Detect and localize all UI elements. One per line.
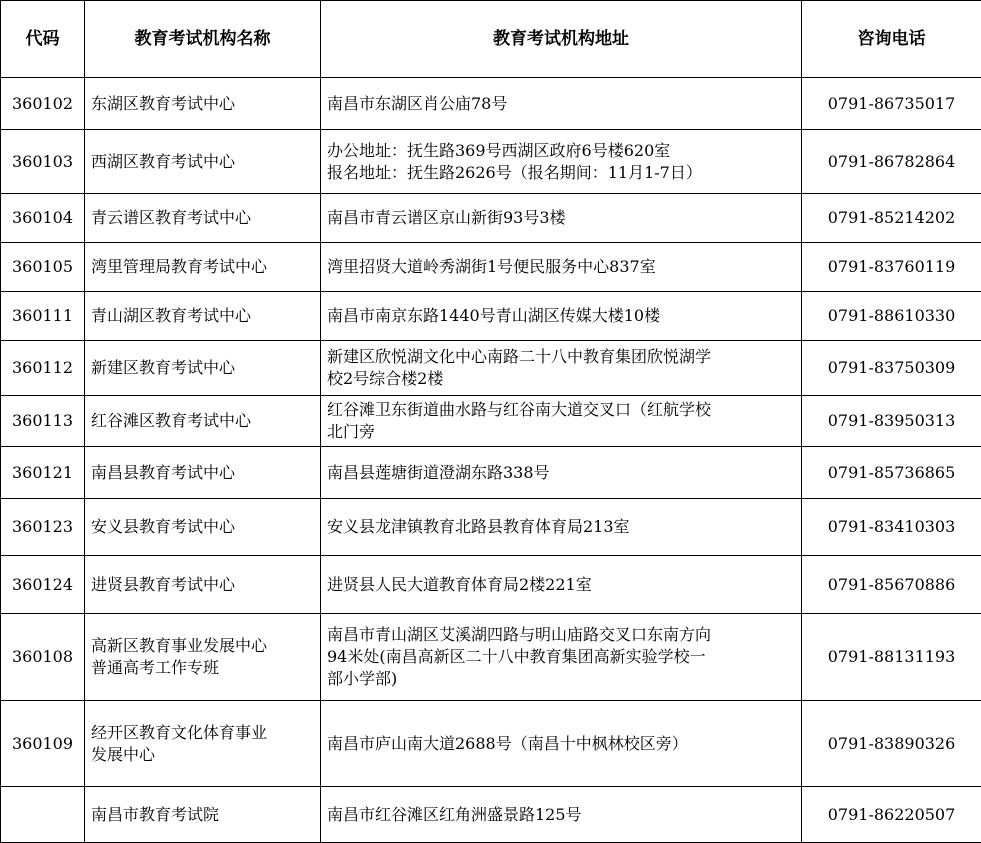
cell-phone: 0791-85736865 (802, 447, 981, 499)
cell-code: 360105 (1, 243, 85, 292)
table-row (1, 78, 981, 130)
cell-code: 360111 (1, 292, 85, 341)
cell-code: 360113 (1, 396, 85, 447)
cell-name: 东湖区教育考试中心 (85, 78, 321, 130)
cell-code: 360109 (1, 701, 85, 787)
cell-phone: 0791-88131193 (802, 614, 981, 701)
cell-address: 进贤县人民大道教育体育局2楼221室 (321, 556, 802, 614)
cell-address: 南昌市青山湖区艾溪湖四路与明山庙路交叉口东南方向 94米处(南昌高新区二十八中教育集团高新实验学校一 部小学部) (321, 614, 802, 701)
table-row (1, 396, 981, 447)
cell-name: 青云谱区教育考试中心 (85, 194, 321, 243)
cell-name: 红谷滩区教育考试中心 (85, 396, 321, 447)
cell-address: 南昌市东湖区肖公庙78号 (321, 78, 802, 130)
table-row (1, 292, 981, 341)
cell-name: 南昌市教育考试院 (85, 787, 321, 843)
cell-name: 高新区教育事业发展中心 普通高考工作专班 (85, 614, 321, 701)
cell-code: 360104 (1, 194, 85, 243)
cell-address: 南昌市红谷滩区红角洲盛景路125号 (321, 787, 802, 843)
cell-code: 360123 (1, 499, 85, 556)
cell-address: 湾里招贤大道岭秀湖街1号便民服务中心837室 (321, 243, 802, 292)
table-row (1, 499, 981, 556)
cell-address: 南昌市青云谱区京山新街93号3楼 (321, 194, 802, 243)
cell-phone: 0791-83890326 (802, 701, 981, 787)
cell-phone: 0791-85670886 (802, 556, 981, 614)
cell-address: 办公地址：抚生路369号西湖区政府6号楼620室 报名地址：抚生路2626号（报名期间：11月1-7日） (321, 130, 802, 194)
cell-phone: 0791-83750309 (802, 341, 981, 396)
table-row (1, 194, 981, 243)
cell-name: 西湖区教育考试中心 (85, 130, 321, 194)
cell-phone: 0791-86220507 (802, 787, 981, 843)
header-address: 教育考试机构地址 (321, 1, 802, 78)
cell-address: 新建区欣悦湖文化中心南路二十八中教育集团欣悦湖学 校2号综合楼2楼 (321, 341, 802, 396)
table-row (1, 556, 981, 614)
cell-phone: 0791-86735017 (802, 78, 981, 130)
cell-phone: 0791-83410303 (802, 499, 981, 556)
table-row (1, 243, 981, 292)
cell-address: 红谷滩卫东街道曲水路与红谷南大道交叉口（红航学校 北门旁 (321, 396, 802, 447)
header-phone: 咨询电话 (802, 1, 981, 78)
cell-name: 青山湖区教育考试中心 (85, 292, 321, 341)
cell-code: 360121 (1, 447, 85, 499)
table-row (1, 341, 981, 396)
cell-name: 进贤县教育考试中心 (85, 556, 321, 614)
cell-name: 湾里管理局教育考试中心 (85, 243, 321, 292)
cell-address: 南昌县莲塘街道澄湖东路338号 (321, 447, 802, 499)
cell-name: 经开区教育文化体育事业 发展中心 (85, 701, 321, 787)
cell-name: 南昌县教育考试中心 (85, 447, 321, 499)
cell-phone: 0791-88610330 (802, 292, 981, 341)
cell-address: 南昌市南京东路1440号青山湖区传媒大楼10楼 (321, 292, 802, 341)
cell-code: 360112 (1, 341, 85, 396)
table-row (1, 701, 981, 787)
cell-code (1, 787, 85, 843)
cell-phone: 0791-83760119 (802, 243, 981, 292)
header-code: 代码 (1, 1, 85, 78)
header-row (1, 1, 981, 78)
cell-phone: 0791-85214202 (802, 194, 981, 243)
cell-address: 南昌市庐山南大道2688号（南昌十中枫林校区旁） (321, 701, 802, 787)
header-name: 教育考试机构名称 (85, 1, 321, 78)
cell-code: 360102 (1, 78, 85, 130)
cell-name: 安义县教育考试中心 (85, 499, 321, 556)
table-row (1, 447, 981, 499)
table-row (1, 130, 981, 194)
cell-code: 360103 (1, 130, 85, 194)
table-row (1, 787, 981, 843)
table-row (1, 614, 981, 701)
cell-phone: 0791-83950313 (802, 396, 981, 447)
cell-phone: 0791-86782864 (802, 130, 981, 194)
cell-code: 360124 (1, 556, 85, 614)
cell-address: 安义县龙津镇教育北路县教育体育局213室 (321, 499, 802, 556)
cell-name: 新建区教育考试中心 (85, 341, 321, 396)
cell-code: 360108 (1, 614, 85, 701)
